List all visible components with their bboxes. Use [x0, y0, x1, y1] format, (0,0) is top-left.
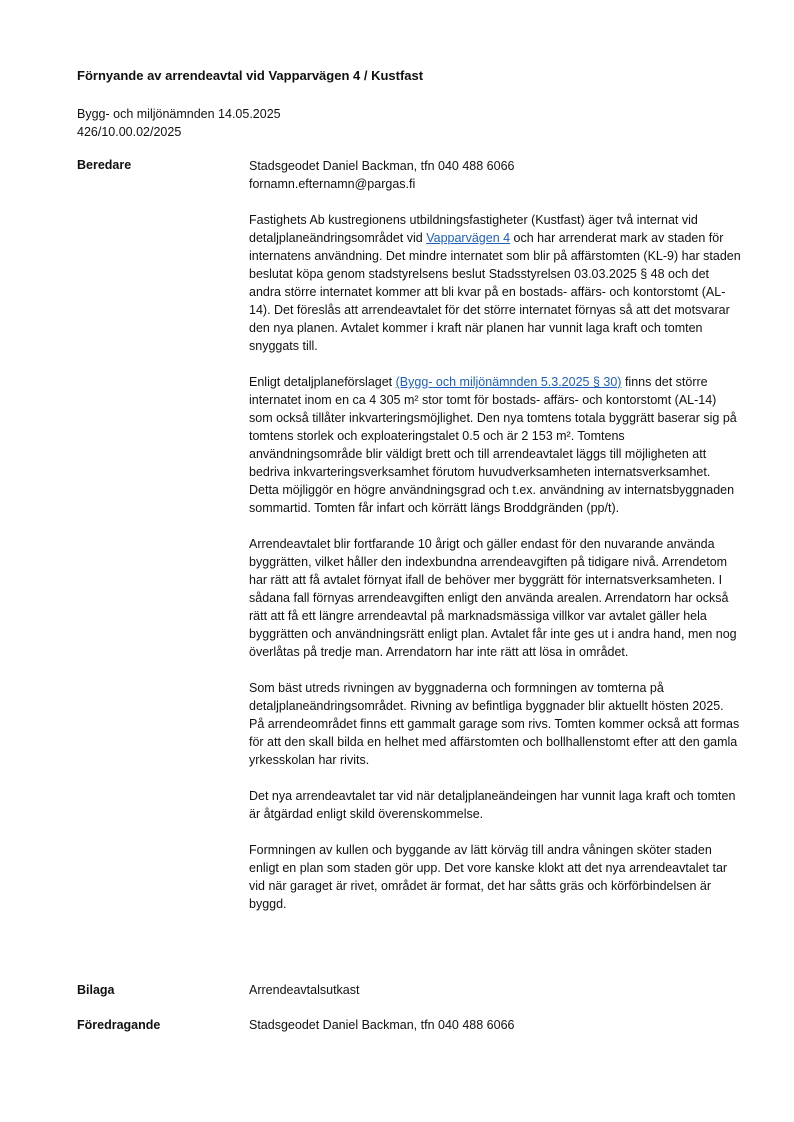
foredragande-label: Föredragande	[77, 1018, 161, 1032]
detaljplan-link[interactable]: (Bygg- och miljönämnden 5.3.2025 § 30)	[395, 375, 622, 389]
bilaga-value: Arrendeavtalsutkast	[249, 983, 360, 997]
paragraph-1-text-b: och har arrenderat mark av staden för internatens användning. Det mindre internatet som blir på affärstomten (KL-9) har staden beslutat köpa genom stadstyrelsens beslut Stadsstyrelsen 03.03.2025 § 48 och det andra större internatet kommer att bli kvar på en bostads- affärs- och kontorstomt (AL-14). Det föreslås att arrendeavtalet för det större internatet förnyas så att det motsvarar den nya planen. Avtalet kommer i kraft när planen har vunnit laga kraft och tomten snyggats till.	[249, 231, 741, 353]
bilaga-label: Bilaga	[77, 983, 115, 997]
paragraph-1	[249, 211, 741, 355]
document-meta	[77, 105, 281, 141]
foredragande-value: Stadsgeodet Daniel Backman, tfn 040 488 6066	[249, 1018, 515, 1032]
paragraph-2	[249, 373, 741, 517]
paragraph-1-text-a: Fastighets Ab kustregionens utbildningsfastigheter (Kustfast) äger två internat vid detaljplaneändringsområdet vid	[249, 213, 698, 245]
paragraph-2-text-b: finns det större internatet inom en ca 4 305 m² stor tomt för bostads- affärs- och kontorstomt (AL-14) som också tillåter inkvarteringsmöjlighet. Den nya tomtens totala byggrätt baserar sig på tomtens storlek och exploateringstalet 0.5 och är 2 153 m². Tomtens användningsområde blir väldigt brett och till arrendeavtalet läggs till möjligheten att bedriva inkvarteringsverksamhet förutom huvudverksamheten internatsverksamhet. Detta möjliggör en högre användningsgrad och t.ex. användning av internatsbyggnaden sommartid. Tomten får infart och körrätt längs Broddgränden (pp/t).	[249, 375, 737, 515]
paragraph-5: Det nya arrendeavtalet tar vid när detaljplaneändeingen har vunnit laga kraft och tomten är åtgärdad enligt skild överenskommelse.	[249, 789, 736, 821]
paragraph-3: Arrendeavtalet blir fortfarande 10 årigt och gäller endast för den nuvarande använda byggrätten, vilket håller den indexbundna arrendeavgiften på tidigare nivå. Arrendetom har rätt att få avtalet förnyat ifall de behöver mer byggrätt för internatsverksamheten. I sådana fall förnyas arrendeavgiften enligt den använda arealen. Arrendatorn har också rätt att få ett längre arrendeavtal på marknadsmässiga villkor var avtalet gäller hela byggrätten och användningsrätt enligt plan. Avtalet får inte ges ut i andra hand, men nog överlåtas på tredje man. Arrendatorn har inte rätt att lösa in området.	[249, 537, 737, 659]
beredare-name: Stadsgeodet Daniel Backman, tfn 040 488 6066	[249, 159, 515, 173]
meeting-line: Bygg- och miljönämnden 14.05.2025	[77, 107, 281, 121]
paragraph-4: Som bäst utreds rivningen av byggnaderna och formningen av tomterna på detaljplaneändringsområdet. Rivning av befintliga byggnader blir aktuellt hösten 2025. På arrendeområdet finns ett gammalt garage som rivs. Tomten kommer också att formas för att den skall bilda en helhet med affärstomten och bollhallenstomt efter att den gamla yrkesskolan har rivits.	[249, 681, 740, 767]
document-title: Förnyande av arrendeavtal vid Vapparvägen 4 / Kustfast	[77, 68, 424, 83]
paragraph-2-text-a: Enligt detaljplaneförslaget	[249, 375, 396, 389]
reference-number: 426/10.00.02/2025	[77, 125, 182, 139]
beredare-email: fornamn.efternamn@pargas.fi	[249, 177, 416, 191]
vapparvagen-link[interactable]: Vapparvägen 4	[426, 231, 511, 245]
beredare-content	[249, 157, 741, 931]
beredare-label: Beredare	[77, 158, 132, 172]
paragraph-6: Formningen av kullen och byggande av lätt körväg till andra våningen sköter staden enligt en plan som staden gör upp. Det vore kanske klokt att det nya arrendeavtalet tar vid när garaget är rivet, området är format, det har såtts gräs och körförbindelsen är byggd.	[249, 843, 728, 911]
